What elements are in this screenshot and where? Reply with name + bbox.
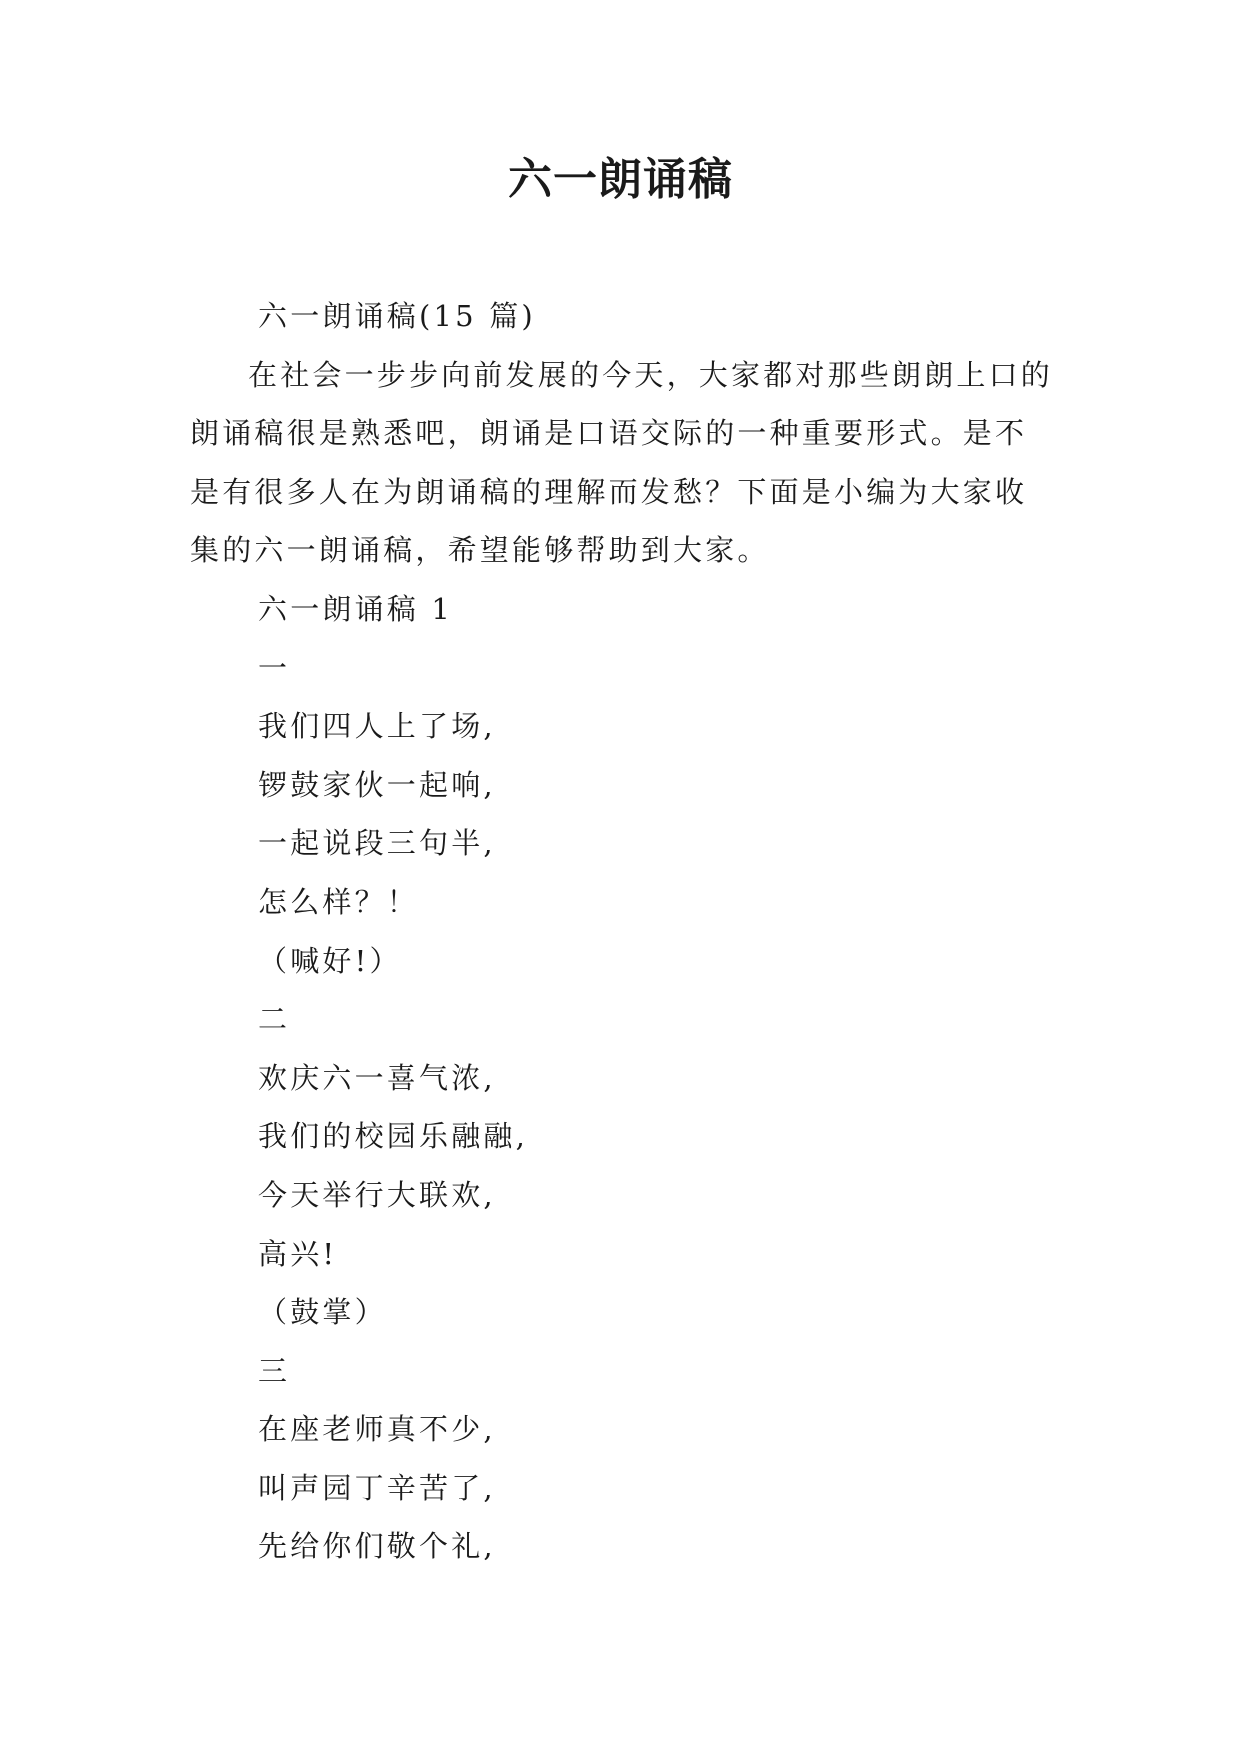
poem-line: 今天举行大联欢, — [258, 1177, 496, 1212]
document-title: 六一朗诵稿 — [508, 154, 733, 205]
document-subtitle: 六一朗诵稿(15 篇) — [258, 299, 536, 333]
poem-line: 先给你们敬个礼, — [258, 1529, 496, 1564]
intro-paragraph: 在社会一步步向前发展的今天，大家都对那些朗朗上口的朗诵稿很是熟悉吧，朗诵是口语交际的一种重要形式。是不是有很多人在为朗诵稿的理解而发愁？下面是小编为大家收集的六一朗诵稿，希望能够帮助到大家。 — [190, 357, 1054, 568]
poem-line: 在座老师真不少, — [258, 1412, 496, 1447]
stanza-number-3: 三 — [258, 1353, 291, 1388]
poem-line: 一起说段三句半, — [258, 826, 496, 861]
poem-line: 怎么样？！ — [258, 884, 420, 919]
stanza-number-2: 二 — [258, 1002, 291, 1037]
poem-line: 我们四人上了场, — [258, 709, 496, 744]
poem-line: 高兴! — [258, 1236, 338, 1271]
stage-direction: （喊好!） — [258, 943, 402, 978]
poem-line: 锣鼓家伙一起响, — [258, 767, 496, 802]
poem-line: 我们的校园乐融融, — [258, 1119, 529, 1154]
stanza-number-1: 一 — [258, 650, 291, 685]
stage-direction: （鼓掌） — [258, 1295, 387, 1330]
poem-line: 叫声园丁辛苦了, — [258, 1470, 496, 1505]
document-body — [190, 287, 1056, 1576]
section-heading: 六一朗诵稿 1 — [258, 591, 454, 626]
poem-line: 欢庆六一喜气浓, — [258, 1060, 496, 1095]
